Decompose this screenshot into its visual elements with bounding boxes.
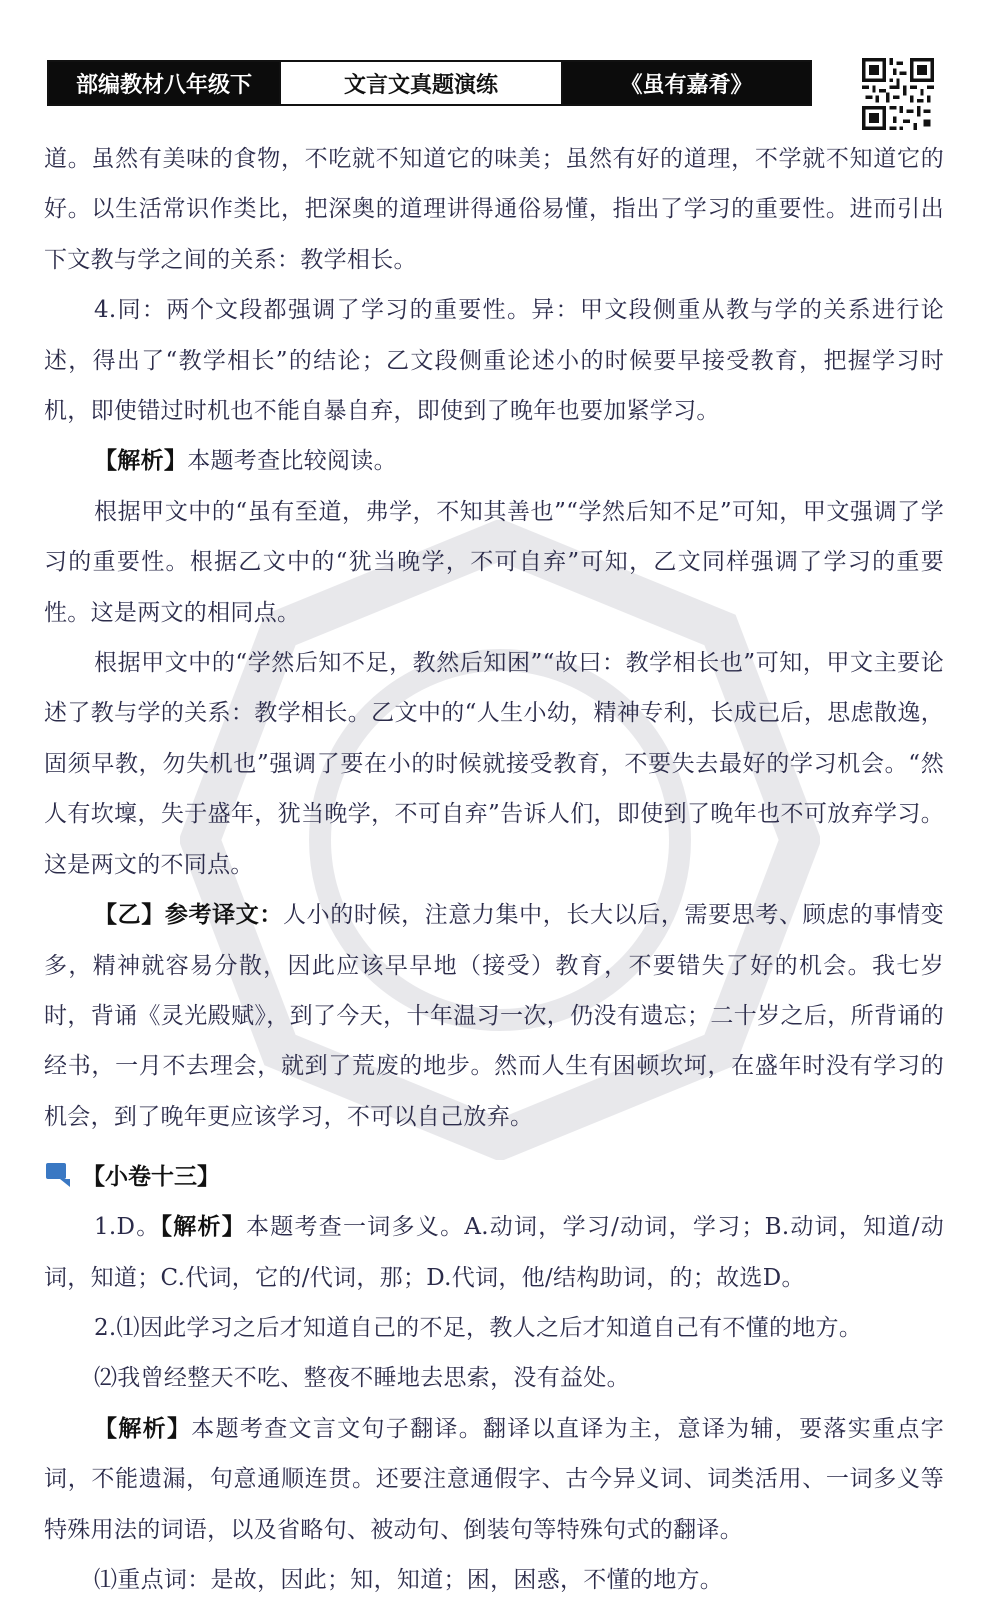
paragraph: 道。虽然有美味的食物，不吃就不知道它的味美；虽然有好的道理，不学就不知道它的好。以生活常识作类比，把深奥的道理讲得通俗易懂，指出了学习的重要性。进而引出下文教与学之间的关系：教学相长。 — [44, 146, 944, 273]
paragraph: 根据甲文中的“虽有至道，弗学，不知其善也”“学然后知不足”可知，甲文强调了学习的重要性。根据乙文中的“犹当晚学，不可自弃”可知，乙文同样强调了学习的重要性。这是两文的相同点。 — [44, 498, 944, 626]
page-header — [47, 60, 812, 106]
answer-2-part-1: 2.⑴因此学习之后才知道自己的不足，教人之后才知道自己有不懂的地方。 — [94, 1314, 863, 1341]
document-body — [44, 134, 944, 1605]
bookmark-icon — [44, 1159, 74, 1189]
translation-paragraph — [44, 890, 944, 1142]
analysis-paragraph — [44, 436, 944, 486]
header-grade-label: 部编教材八年级下 — [49, 62, 279, 104]
translation-label: 【乙】参考译文： — [94, 901, 283, 929]
analysis-text: 本题考查文言文句子翻译。翻译以直译为主，意译为辅，要落实重点字词，不能遗漏，句意通顺连贯。还要注意通假字、古今异义词、词类活用、一词多义等特殊用法的词语，以及省略句、被动句、倒装句等特殊句式的翻译。 — [44, 1415, 944, 1543]
answer-1-text: 本题考查一词多义。A.动词，学习/动词，学习；B.动词，知道/动词，知道；C.代词，它的/代词，那；D.代词，他/结构助词，的；故选D。 — [44, 1214, 945, 1291]
answer-2-part-2: ⑵我曾经整天不吃、整夜不睡地去思索，没有益处。 — [94, 1365, 630, 1392]
translation-text: 人小的时候，注意力集中，长大以后，需要思考、顾虑的事情变多，精神就容易分散，因此应该早早地（接受）教育，不要错失了好的机会。我七岁时，背诵《灵光殿赋》，到了今天，十年温习一次，仍没有遗忘；二十岁之后，所背诵的经书，一月不去理会，就到了荒废的地步。然而人生有困顿坎坷，在盛年时没有学习的机会，到了晚年更应该学习，不可以自己放弃。 — [44, 902, 944, 1130]
analysis-paragraph — [44, 1404, 944, 1555]
section-heading — [44, 1146, 944, 1202]
answer-1-number: 1.D。 — [94, 1214, 161, 1241]
section-title: 【小卷十三】 — [82, 1162, 220, 1190]
answer-4: 4.同：两个文段都强调了学习的重要性。异：甲文段侧重从教与学的关系进行论述，得出了“教学相长”的结论；乙文段侧重论述小的时候要早接受教育，把握学习时机，即使错过时机也不能自暴自弃，即使到了晚年也要加紧学习。 — [44, 297, 944, 425]
analysis-label: 【解析】 — [94, 447, 188, 475]
analysis-text: 本题考查比较阅读。 — [187, 448, 397, 475]
key-words: ⑴重点词：是故，因此；知，知道；困，困惑，不懂的地方。 — [94, 1566, 724, 1593]
header-section-label: 文言文真题演练 — [279, 62, 563, 104]
analysis-label: 【解析】 — [160, 1213, 247, 1241]
paragraph: 根据甲文中的“学然后知不足，教然后知困”“故曰：教学相长也”可知，甲文主要论述了教与学的关系：教学相长。乙文中的“人生小幼，精神专利，长成已后，思虑散逸，固须早教，勿失机也”强调了要在小的时候就接受教育，不要失去最好的学习机会。“然人有坎壈，失于盛年，犹当晚学，不可自弃”告诉人们，即使到了晚年也不可放弃学习。这是两文的不同点。 — [44, 650, 944, 878]
answer-1 — [44, 1202, 944, 1303]
header-title-label: 《虽有嘉肴》 — [563, 62, 810, 104]
qr-code-icon[interactable] — [862, 58, 934, 130]
analysis-label: 【解析】 — [94, 1414, 192, 1442]
